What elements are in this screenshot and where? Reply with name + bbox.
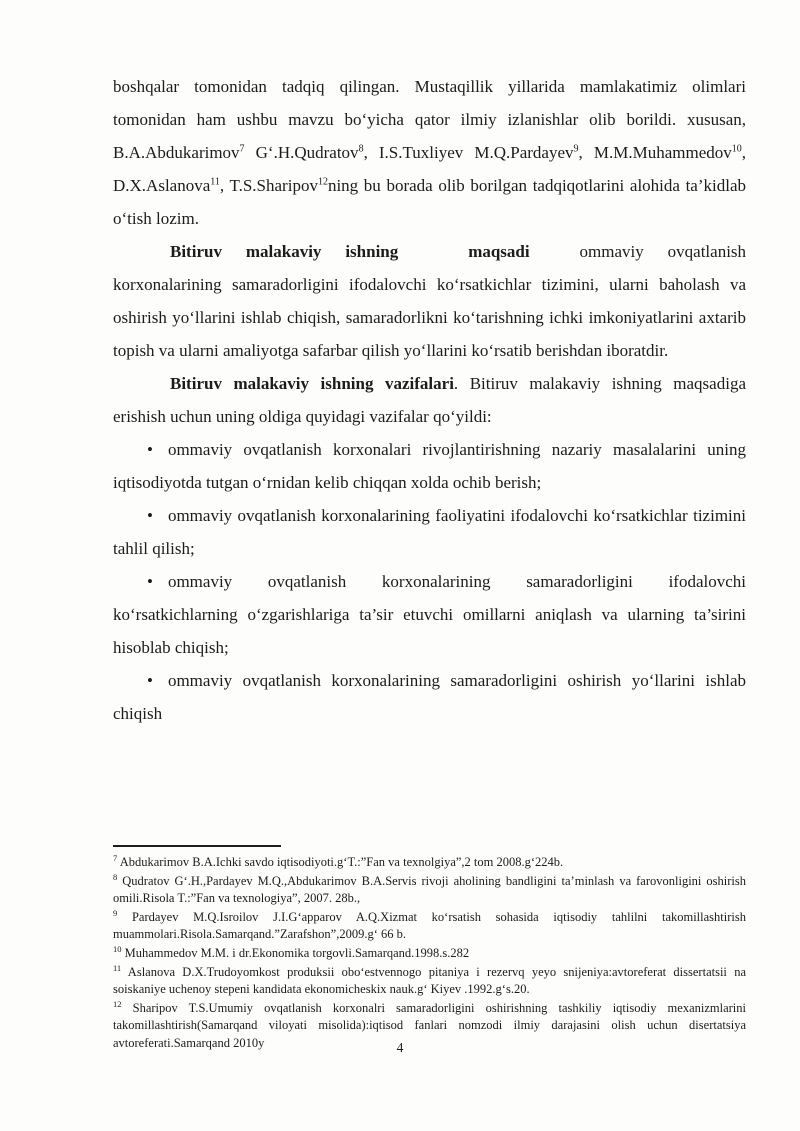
document-body [113,70,746,730]
footnote-text: Muhammedov M.M. i dr.Ekonomika torgovli.Samarqand.1998.s.282 [124,945,470,960]
footnote-9 [113,909,746,944]
bullet-icon: • [147,572,153,591]
bullet-text-4: ommaviy ovqatlanish korxonalarining samaradorligini oshirish yo‘llarini ishlab chiqish [113,671,746,723]
footnote-text: Abdukarimov B.A.Ichki savdo iqtisodiyoti.g‘T.:”Fan va texnolgiya”,2 tom 2008.g‘224b. [119,855,564,869]
footnote-text: Sharipov T.S.Umumiy ovqatlanish korxonalri samaradorligini oshirishning tashkiliy iqtisodiy mexanizmlarini takomillashtirish(Samarqand viloyati misolida):iqtisod fanlari nomzodi ilmiy darajasini olish uchun disertatsiya avtoreferati.Samarqand 2010y [113,1000,747,1050]
footnote-11 [113,964,746,999]
page-number: 4 [396,1040,404,1055]
footnote-marker: 7 [113,852,118,863]
paragraph-maqsad [113,235,746,367]
vazifa-heading: Bitiruv malakaviy ishning vazifalari [170,374,454,393]
paragraph-vazifa [113,367,746,433]
footnote-marker: 9 [113,907,118,918]
footnote-marker: 11 [113,962,122,973]
bullet-icon: • [147,440,153,459]
bullet-icon: • [147,671,153,690]
footnote-10 [113,945,746,963]
bullet-text-2: ommaviy ovqatlanish korxonalarining faoliyatini ifodalovchi ko‘rsatkichlar tizimini tahlil qilish; [113,506,746,558]
footnote-marker: 10 [113,943,122,954]
bullet-item-1 [113,433,746,499]
bullet-icon: • [147,506,153,525]
bullet-text-3: ommaviy ovqatlanish korxonalarining samaradorligini ifodalovchi ko‘rsatkichlarning o‘zgarishlariga ta’sir etuvchi omillarni aniqlash va ularning ta’sirini hisoblab chiqish; [113,572,746,657]
maqsad-text: ommaviy ovqatlanish korxonalarining samaradorligini ifodalovchi ko‘rsatkichlar tizimini, ularni baholash va oshirish yo‘llarini ishlab chiqish, samaradorlikni ko‘tarishning ichki imkoniyatlarini axtarib topish va ularni amaliyotga safarbar qilish yo‘llarini ko‘rsatib berishdan iboratdir. [113,242,747,360]
bullet-item-4 [113,664,746,730]
footnote-marker: 12 [113,998,122,1009]
footnote-text: Pardayev M.Q.Isroilov J.I.G‘apparov A.Q.Xizmat ko‘rsatish sohasida iqtisodiy tahlilni takomillashtirish muammolari.Risola.Samarqand.”Zarafshon”,2009.g‘ 66 b. [113,909,746,942]
bullet-text-1: ommaviy ovqatlanish korxonalari rivojlantirishning nazariy masalalarini uning iqtisodiyotda tutgan o‘rnidan kelib chiqqan xolda ochib berish; [113,440,746,492]
footnote-separator [113,845,281,847]
footnote-text: Aslanova D.X.Trudoyomkost produksii obo‘estvennogo pitaniya i rezervq yeyo snijeniya:avtoreferat dissertatsii na soiskaniye uchenoy stepeni kandidata ekonomicheskix nauk.g‘ Kiyev .1992.g‘s.20. [113,964,746,997]
footnote-text: Qudratov G‘.H.,Pardayev M.Q.,Abdukarimov B.A.Servis rivoji aholining bandligini ta’minlash va farovonligini oshirish omili.Risola T.:”Fan va texnologiya”, 2007. 28b., [113,873,747,906]
maqsad-heading-part1: Bitiruv malakaviy ishning [170,242,399,261]
bullet-item-2 [113,499,746,565]
footnote-marker: 8 [113,871,118,882]
bullet-item-3 [113,565,746,664]
paragraph-intro: boshqalar tomonidan tadqiq qilingan. Mustaqillik yillarida mamlakatimiz olimlari tomonidan ham ushbu mavzu bo‘yicha qator ilmiy izlanishlar olib borildi. xususan, B.A.Abdukarimov$^7$ G‘.H.Qudratov$^8$, I.S.Tuxliyev M.Q.Pardayev$^9$, M.M.Muhammedov$^{10}$, D.X.Aslanova$^{11}$, T.S.Sharipov$^{12}$ning bu borada olib borilgan tadqiqotlarini alohida ta’kidlab o‘tish lozim. [113,77,747,228]
footnotes-section [113,845,746,1054]
maqsad-heading-part2: maqsadi [468,242,530,261]
vazifa-text: . Bitiruv malakaviy ishning maqsadiga erishish uchun uning oldiga quyidagi vazifalar qo‘yildi: [113,374,746,426]
footnote-8 [113,873,746,908]
footnote-7 [113,854,746,872]
